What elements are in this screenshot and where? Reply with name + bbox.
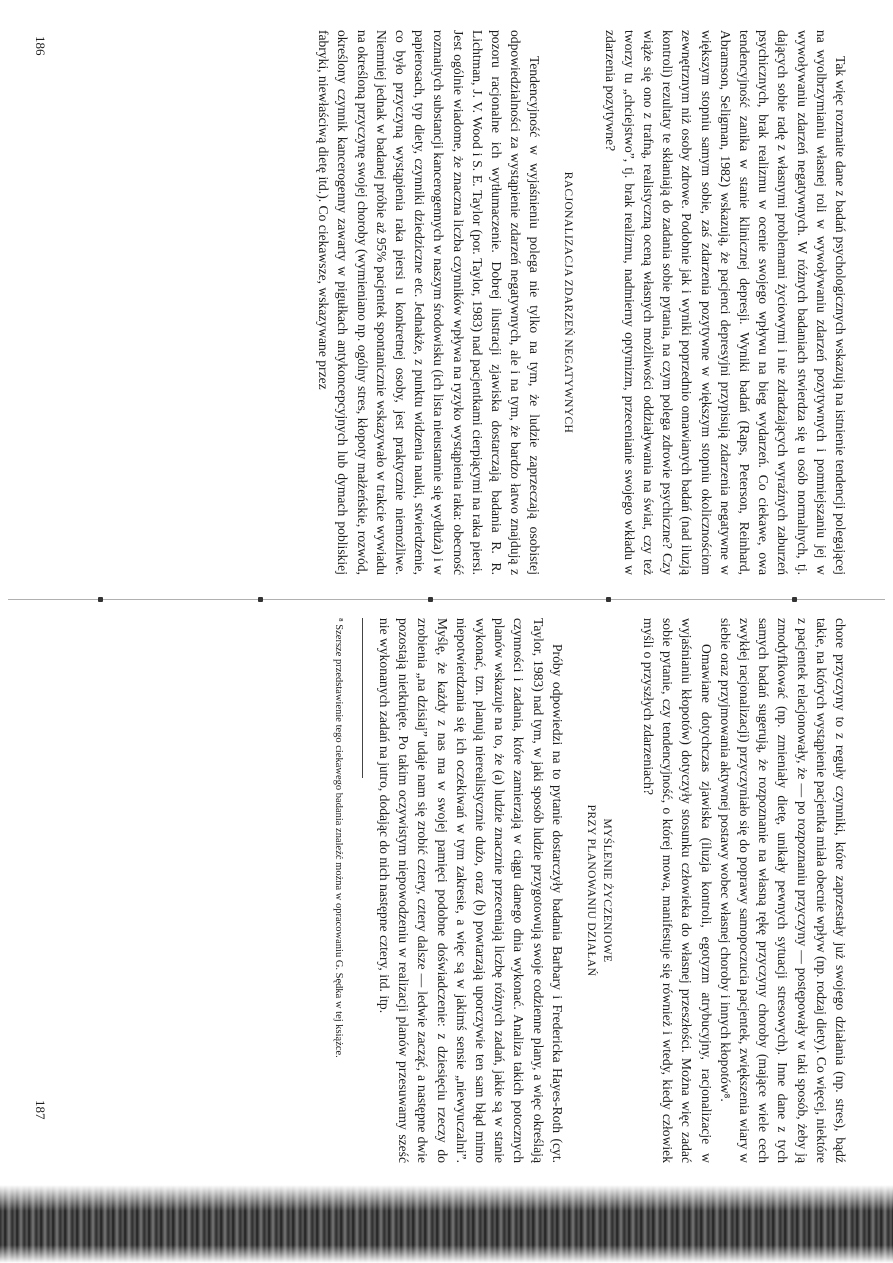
paragraph: Omawiane dotychczas zjawiska (iluzja kontroli, egotyzm atrybucyjny, racjonalizacje w wyjaśnianiu kłopotów) dotyczyły stosunku człowieka do własnej przeszłości. Można więc zadać sobie pytanie, czy tendencyjność, o której mowa, manifestuje się również i wtedy, kiedy człowiek myśli o przyszłych zdarzeniach? <box>640 618 714 1163</box>
page-186-text <box>314 30 850 575</box>
section-heading: RACJONALIZACJA ZDARZEŃ NEGATYWNYCH <box>562 171 575 434</box>
page-number: 187 <box>33 1100 48 1120</box>
heading-line: MYŚLENIE ŻYCZENIOWE <box>600 818 613 963</box>
fold-mark <box>428 597 433 602</box>
footnote-rule <box>362 618 363 778</box>
page-fold <box>0 590 893 610</box>
fold-mark <box>606 597 611 602</box>
fold-mark <box>792 597 797 602</box>
paragraph: chore przyczyny to z reguły czynniki, które zaprzestały już swojego działania (np. stres), bądź takie, na których wystąpienie pacjentka miała obecnie wpływ (np. rodzaj diety). Co więcej, niektóre z pacjentek relacjonowały, że — po rozpoznaniu przyczyny — postępowały w taki sposób, żeby ją zmodyfikować (np. zmieniały dietę, unikały pewnych sytuacji stresowych). Inne dane z tych samych badań sugerują, że rozpoznanie na własną rękę przyczyny choroby (mające wiele cech zwykłej racjonalizacji) przyczyniało się do poprawy samopoczucia pacjentek, zwiększenia wiary w siebie oraz przyjmowania aktywnej postawy wobec własnej choroby i innych kłopotów⁸. <box>717 618 848 1163</box>
fold-line <box>8 599 885 600</box>
section-heading <box>583 618 615 1163</box>
scanner-edge <box>0 1185 893 1263</box>
page-187-text <box>331 618 850 1163</box>
fold-mark <box>258 597 263 602</box>
paragraph: Tendencyjność w wyjaśnieniu polega nie tylko na tym, że ludzie zaprzeczają osobistej odpowiedzialności za wystąpienie zdarzeń negatywnych, ale i na tym, że bardzo łatwo znajdują z pozoru racjonalne ich wytłumaczenie. Dobrej ilustracji zjawiska dostarczają badania R. R. Lichtman, J. V. Wood i S. E. Taylor (por. Taylor, 1983) nad pacjentkami cierpiącymi na raka piersi. Jest ogólnie wiadome, że znaczna liczba czynników wpływa na ryzyko wystąpienia raka: obecność rozmaitych substancji kancerogennych w naszym środowisku (ich lista nieustannie się wydłuża) i w papierosach, typ diety, czynniki dziedziczne etc. Jednakże, z punktu widzenia nauki, stwierdzenie, co było przyczyną wystąpienia raka piersi u konkretnej osoby, jest praktycznie niemożliwe. Niemniej jednak w badanej próbie aż 95% pacjentek spontanicznie wskazywało w trakcie wywiadu na określoną przyczynę swojej choroby (wymieniano np. ogólny stres, kłopoty małżeńskie, rozwód, określony czynnik kancerogenny zawarty w pigułkach antykoncepcyjnych lub dymach pobliskiej fabryki, niewłaściwą dietę itd.). Co ciekawsze, wskazywane przez <box>316 30 543 575</box>
paragraph: Tak więc rozmaite dane z badań psychologicznych wskazują na istnienie tendencji polegającej na wyolbrzymianiu własnej roli w wywoływaniu zdarzeń pozytywnych i pomniejszaniu jej w wywoływaniu zdarzeń negatywnych. W różnych badaniach stwierdza się u osób normalnych, tj. dających sobie radę z własnymi problemami życiowymi i nie zdradzających wyraźnych zaburzeń psychicznych, brak realizmu w ocenie swojego wpływu na bieg wydarzeń. Co ciekawe, owa tendencyjność zanika w stanie klinicznej depresji. Wyniki badań (Raps, Peterson, Reinhard, Abramson, Seligman, 1982) wskazują, że pacjenci depresyjni przypisują zdarzenia negatywne w większym stopniu samym sobie, zaś zdarzenia pozytywne w większym stopniu okolicznościom zewnętrznym niż osoby zdrowe. Podobnie jak i wyniki poprzednio omawianych badań (nad iluzją kontroli) rezultaty te skłaniają do zadania sobie pytania, na czym polega zdrowie psychiczne? Czy wiąże się ono z trafną, realistyczną oceną własnych możliwości oddziaływania na świat, czy też tworzy tu „chciejstwo”, tj. brak realizmu, nadmierny optymizm, przecenianie swojego wkładu w zdarzenia pozytywne? <box>602 30 848 575</box>
paragraph: Próby odpowiedzi na to pytanie dostarczyły badania Barbary i Fredericka Hayes-Roth (cyt. Taylor, 1983) nad tym, w jaki sposób ludzie przygotowują swoje codzienne plany, a więc określają czynności i zadania, które zamierzają w ciągu danego dnia wykonać. Analiza takich potocznych planów wskazuje na to, że (a) ludzie znacznie przeceniają liczbę różnych zadań, jakie są w stanie wykonać, tzn. planują nierealistycznie dużo, oraz (b) powtarzają uporczywie ten sam błąd mimo niepotwierdzania się ich oczekiwań w tym zakresie, a więc są w jakimś sensie „niewyuczalni”. Myślę, że każdy z nas ma w swojej pamięci podobne doświadczenie: z dziesięciu rzeczy do zrobienia „na dzisiaj” udaje nam się zrobić cztery, cztery dalsze — ledwie zacząć, a następne dwie pozostają nietknięte. Po takim oczywistym niepowodzeniu w realizacji planów przesuwamy sześć nie wykonanych zadań na jutro, dodając do nich następne cztery, itd. itp. <box>376 618 565 1163</box>
fold-mark <box>98 597 103 602</box>
heading-line: PRZY PLANOWANIU DZIAŁAŃ <box>584 804 597 977</box>
footnote: ⁸ Szersze przedstawienie tego ciekawego badania znaleźć można w opracowaniu G. Sędka w tej książce. <box>332 618 344 1058</box>
page-number: 186 <box>33 36 48 56</box>
